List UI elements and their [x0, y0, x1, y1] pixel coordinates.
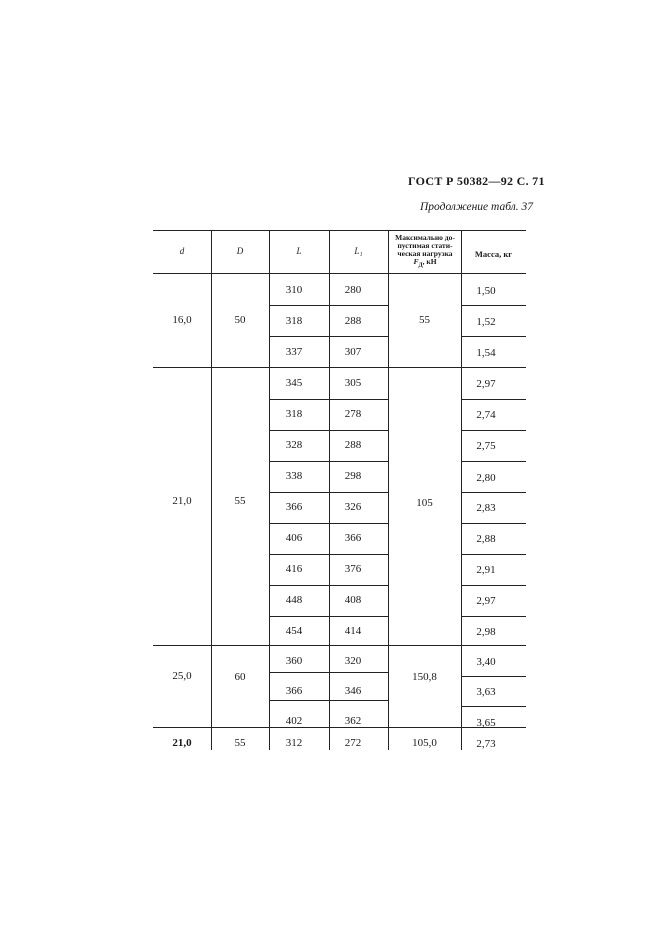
row-divider [269, 430, 388, 431]
row-divider [461, 706, 526, 707]
row-divider [269, 523, 388, 524]
cell-L: 360 [285, 655, 303, 667]
cell-max-load: 150,8 [412, 671, 437, 683]
cell-L: 406 [285, 532, 303, 544]
cell-mass: 3,63 [476, 686, 496, 698]
row-divider [269, 399, 388, 400]
cell-L1: 288 [344, 315, 362, 327]
cell-mass: 2,83 [476, 502, 496, 514]
row-divider [269, 336, 388, 337]
column-header-D: D [236, 246, 244, 256]
cell-L1: 307 [344, 346, 362, 358]
row-divider [461, 399, 526, 400]
max-load-symbol: F [413, 257, 419, 266]
cell-L1: 278 [344, 408, 362, 420]
row-divider [269, 585, 388, 586]
row-divider [269, 672, 388, 673]
cell-mass: 2,80 [476, 472, 496, 484]
cell-D: 60 [234, 671, 246, 683]
table-continuation-caption: Продолжение табл. 37 [420, 201, 533, 213]
column-header-mass: Масса, кг [474, 249, 513, 259]
cell-L1: 408 [344, 594, 362, 606]
cell-L1: 280 [344, 284, 362, 296]
column-divider [461, 230, 462, 750]
cell-mass: 1,50 [476, 285, 496, 297]
max-load-header-line: ческая нагрузка [397, 249, 453, 258]
cell-D: 55 [234, 737, 246, 749]
cell-max-load: 105 [416, 497, 433, 509]
cell-L: 337 [285, 346, 303, 358]
cell-mass: 1,52 [476, 316, 496, 328]
row-divider [269, 492, 388, 493]
cell-L: 318 [285, 408, 303, 420]
row-divider [461, 554, 526, 555]
cell-L1: 346 [344, 685, 362, 697]
column-header-d: d [179, 246, 185, 256]
cell-mass: 2,97 [476, 595, 496, 607]
row-divider [461, 461, 526, 462]
cell-mass: 2,91 [476, 564, 496, 576]
group-divider [153, 367, 526, 368]
row-divider [269, 305, 388, 306]
cell-L1: 272 [344, 737, 362, 749]
cell-mass: 3,65 [476, 717, 496, 729]
cell-mass: 1,54 [476, 347, 496, 359]
cell-mass: 2,74 [476, 409, 496, 421]
cell-L: 416 [285, 563, 303, 575]
cell-max-load: 55 [419, 314, 430, 326]
row-divider [461, 616, 526, 617]
cell-L: 454 [285, 625, 303, 637]
max-load-header-line: пустимая стати- [397, 241, 453, 250]
cell-L: 366 [285, 501, 303, 513]
cell-D: 55 [234, 495, 246, 507]
cell-D: 50 [234, 314, 246, 326]
cell-d: 25,0 [172, 670, 192, 682]
header-bottom-border [153, 273, 526, 274]
cell-L: 318 [285, 315, 303, 327]
row-divider [461, 676, 526, 677]
cell-L: 328 [285, 439, 303, 451]
cell-L: 448 [285, 594, 303, 606]
max-load-subscript: Д [418, 262, 423, 269]
row-divider [269, 700, 388, 701]
cell-d: 21,0 [172, 495, 192, 507]
cell-mass: 2,97 [476, 378, 496, 390]
cell-d: 21,0 [172, 737, 192, 749]
row-divider [269, 616, 388, 617]
row-divider [461, 336, 526, 337]
cell-L: 402 [285, 715, 303, 727]
cell-L1: 326 [344, 501, 362, 513]
row-divider [461, 492, 526, 493]
cell-L: 310 [285, 284, 303, 296]
cell-L: 366 [285, 685, 303, 697]
row-divider [461, 430, 526, 431]
cell-mass: 2,88 [476, 533, 496, 545]
max-load-header-line [389, 258, 461, 270]
cell-L1: 366 [344, 532, 362, 544]
table-top-border [153, 230, 526, 231]
cell-mass: 2,75 [476, 440, 496, 452]
cell-L: 345 [285, 377, 303, 389]
cell-L1: 376 [344, 563, 362, 575]
max-load-header-line: Максимально до- [395, 233, 455, 242]
row-divider [269, 461, 388, 462]
row-divider [461, 523, 526, 524]
cell-L1: 414 [344, 625, 362, 637]
column-header-L1: L₁ [354, 246, 363, 256]
column-header-max-load [389, 234, 461, 270]
cell-L: 312 [285, 737, 303, 749]
cell-L1: 288 [344, 439, 362, 451]
cell-L1: 320 [344, 655, 362, 667]
max-load-unit: , кН [422, 257, 437, 266]
row-divider [461, 585, 526, 586]
row-divider [269, 554, 388, 555]
group-divider [153, 645, 526, 646]
cell-L: 338 [285, 470, 303, 482]
cell-max-load: 105,0 [412, 737, 437, 749]
cell-d: 16,0 [172, 314, 192, 326]
cell-L1: 298 [344, 470, 362, 482]
cell-L1: 362 [344, 715, 362, 727]
cell-mass: 3,40 [476, 656, 496, 668]
cell-L1: 305 [344, 377, 362, 389]
cell-mass: 2,73 [476, 738, 496, 750]
document-header-gost: ГОСТ Р 50382—92 С. 71 [408, 174, 545, 188]
column-header-L: L [296, 246, 302, 256]
cell-mass: 2,98 [476, 626, 496, 638]
row-divider [461, 305, 526, 306]
